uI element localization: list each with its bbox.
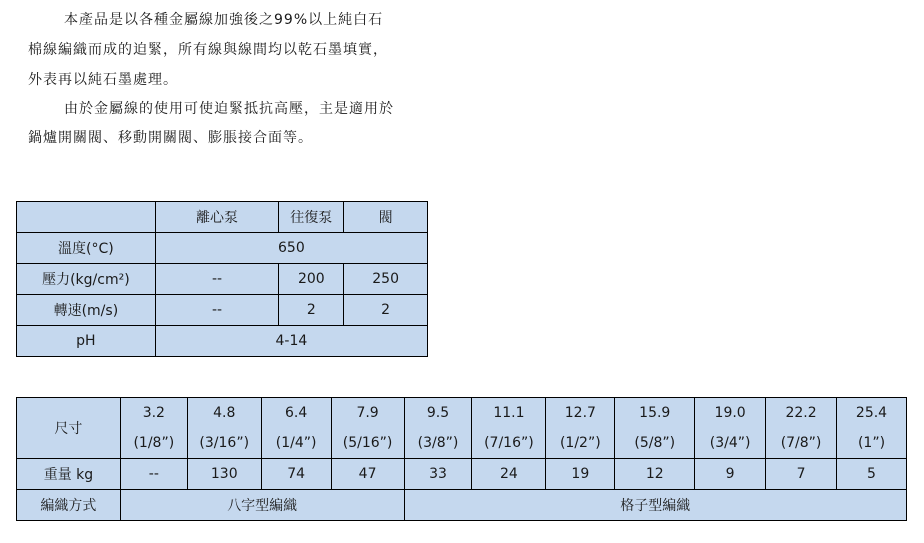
intro-line: 外表再以純石墨處理。 xyxy=(28,72,178,88)
intro-line: 本產品是以各種金屬線加強後之99%以上純白石 xyxy=(64,12,384,28)
weight-label: 重量 kg xyxy=(17,459,121,490)
spec-row-speed xyxy=(17,295,428,326)
spec-value: -- xyxy=(155,264,279,295)
size-inch: (1/2”) xyxy=(559,435,601,451)
weight-value: 130 xyxy=(187,459,261,490)
size-inch: (7/16”) xyxy=(484,435,534,451)
spec-header-cell: 閥 xyxy=(344,202,428,233)
spec-header-cell xyxy=(17,202,156,233)
size-mm: 7.9 xyxy=(356,405,379,421)
weight-row xyxy=(17,459,907,490)
spec-row-label: 壓力(kg/cm²) xyxy=(17,264,156,295)
size-cell xyxy=(472,398,546,459)
spec-header-cell: 離心泵 xyxy=(155,202,279,233)
size-cell xyxy=(837,398,907,459)
size-mm: 15.9 xyxy=(639,405,671,421)
spec-header-row xyxy=(17,202,428,233)
size-mm: 25.4 xyxy=(855,405,888,421)
method-label: 編織方式 xyxy=(17,490,121,521)
spec-row-label: 溫度(°C) xyxy=(17,233,156,264)
size-cell xyxy=(404,398,472,459)
size-cell xyxy=(695,398,766,459)
size-mm: 6.4 xyxy=(285,405,308,421)
spec-merged-value: 4-14 xyxy=(155,326,427,357)
weight-value: 19 xyxy=(546,459,615,490)
spec-value: 250 xyxy=(344,264,428,295)
size-mm: 19.0 xyxy=(714,405,746,421)
size-table xyxy=(16,397,907,521)
size-inch: (7/8”) xyxy=(780,435,822,451)
size-label: 尺寸 xyxy=(17,398,121,459)
size-mm: 4.8 xyxy=(213,405,236,421)
size-mm: 3.2 xyxy=(142,405,165,421)
weight-value: 74 xyxy=(261,459,331,490)
weight-value: 47 xyxy=(331,459,404,490)
spec-row-ph xyxy=(17,326,428,357)
size-inch: (3/8”) xyxy=(417,435,459,451)
intro-line: 鍋爐開關閥、移動開關閥、膨脹接合面等。 xyxy=(28,130,313,146)
size-cell xyxy=(261,398,331,459)
size-inch: (1”) xyxy=(857,435,886,451)
size-row xyxy=(17,398,907,459)
size-cell xyxy=(615,398,695,459)
spec-row-pressure xyxy=(17,264,428,295)
spec-table xyxy=(16,201,428,357)
intro-line: 由於金屬線的使用可使迫緊抵抗高壓，主是適用於 xyxy=(64,101,394,117)
size-inch: (3/4”) xyxy=(709,435,751,451)
size-mm: 22.2 xyxy=(785,405,817,421)
spec-row-label: 轉速(m/s) xyxy=(17,295,156,326)
weight-value: 12 xyxy=(615,459,695,490)
size-mm: 9.5 xyxy=(426,405,450,421)
size-mm: 12.7 xyxy=(564,405,596,421)
size-mm: 11.1 xyxy=(493,405,525,421)
weight-value: 33 xyxy=(404,459,472,490)
size-cell xyxy=(331,398,404,459)
spec-row-temperature xyxy=(17,233,428,264)
weight-value: 24 xyxy=(472,459,546,490)
size-inch: (1/4”) xyxy=(275,435,317,451)
spec-merged-value: 650 xyxy=(155,233,427,264)
weight-value: 7 xyxy=(766,459,837,490)
spec-row-label: pH xyxy=(17,326,156,357)
weight-value: 9 xyxy=(695,459,766,490)
spec-value: 200 xyxy=(279,264,344,295)
weight-value: 5 xyxy=(837,459,907,490)
method-value: 格子型編織 xyxy=(404,490,906,521)
spec-value: 2 xyxy=(344,295,428,326)
size-inch: (5/8”) xyxy=(634,435,676,451)
method-row xyxy=(17,490,907,521)
size-cell xyxy=(546,398,615,459)
intro-line: 棉線編織而成的迫緊，所有線與線間均以乾石墨填實， xyxy=(28,42,388,58)
method-value: 八字型編織 xyxy=(120,490,404,521)
size-cell xyxy=(120,398,187,459)
size-inch: (1/8”) xyxy=(133,435,175,451)
weight-value: -- xyxy=(120,459,187,490)
spec-value: 2 xyxy=(279,295,344,326)
size-inch: (3/16”) xyxy=(199,435,250,451)
size-cell xyxy=(766,398,837,459)
size-cell xyxy=(187,398,261,459)
size-inch: (5/16”) xyxy=(342,435,393,451)
spec-value: -- xyxy=(155,295,279,326)
spec-header-cell: 往復泵 xyxy=(279,202,344,233)
